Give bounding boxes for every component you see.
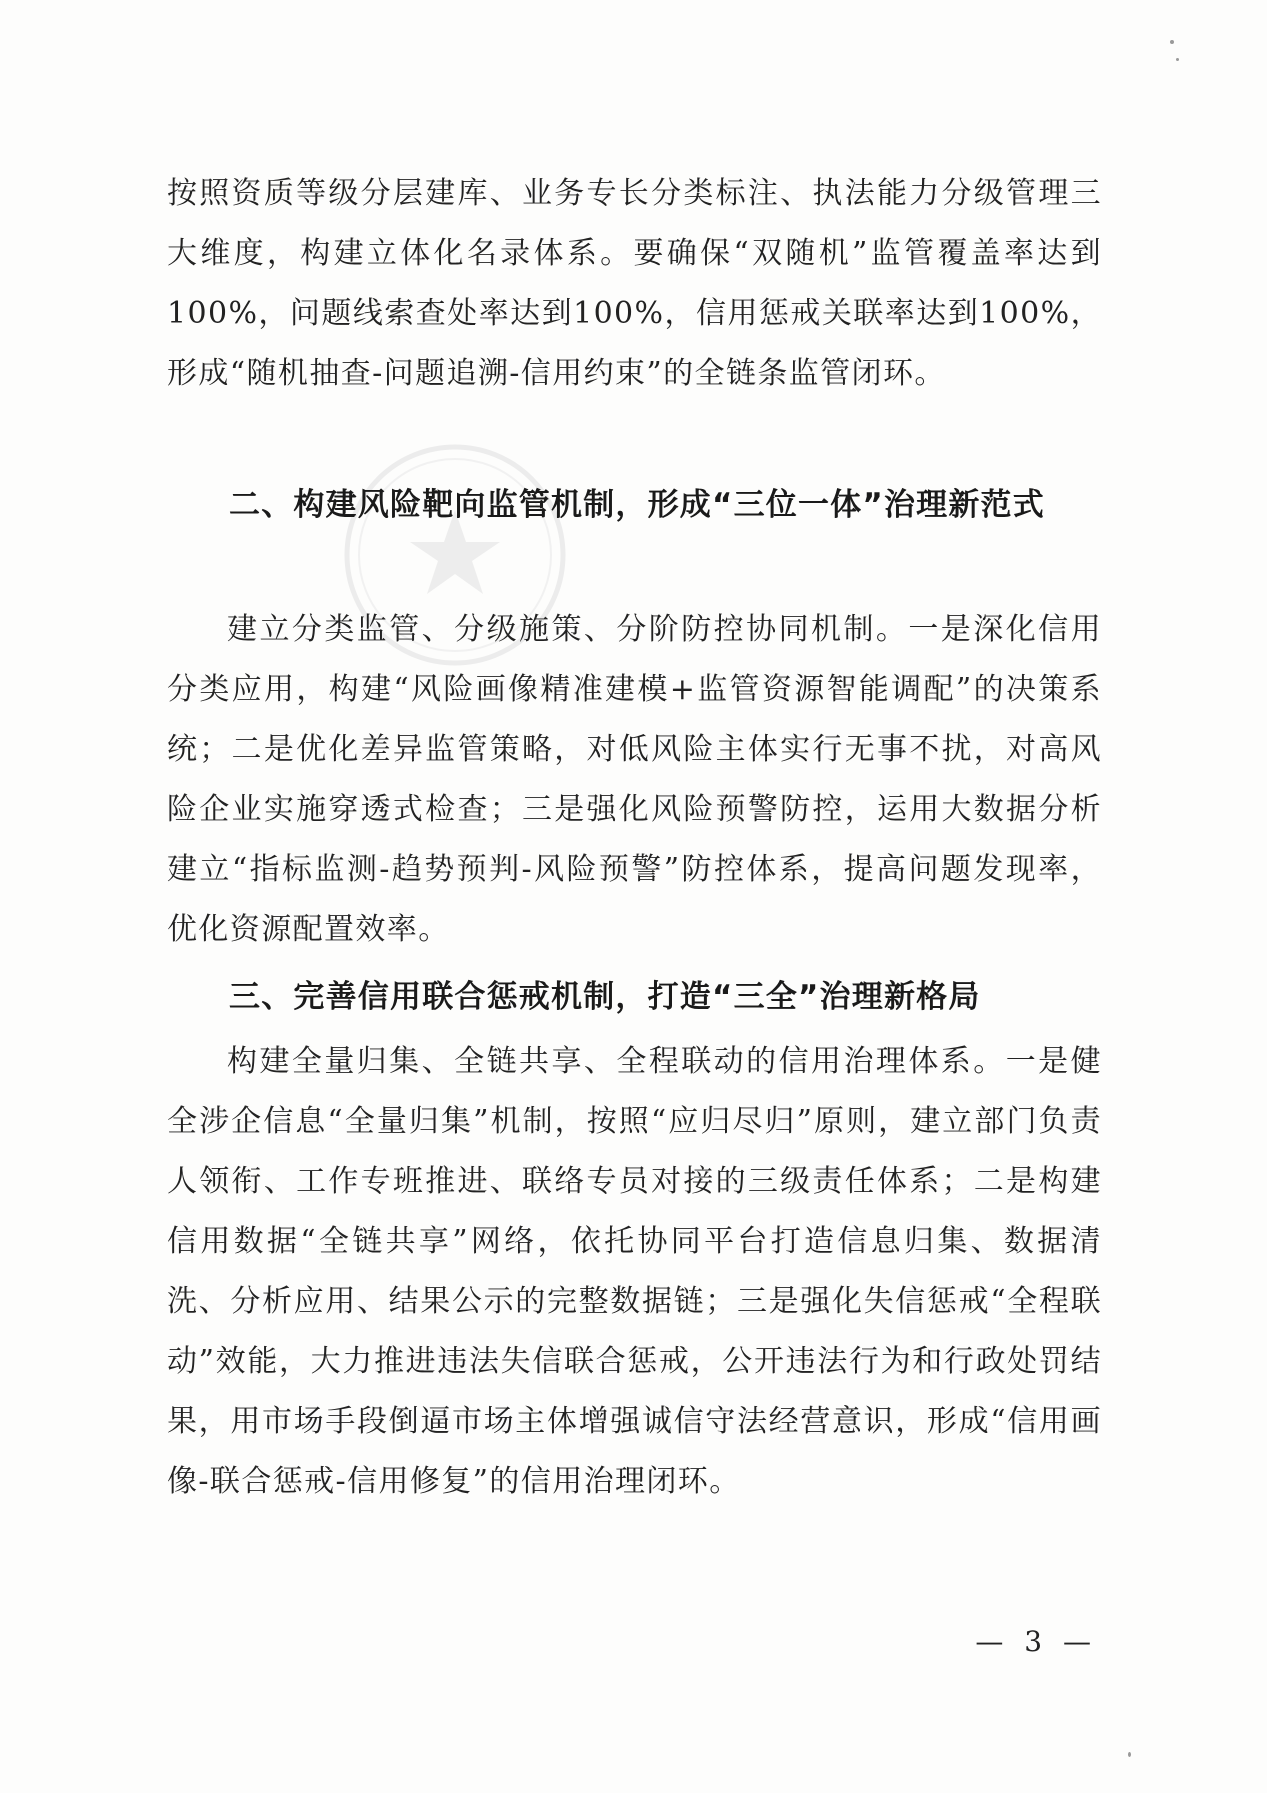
paragraph-2: 建立分类监管、分级施策、分阶防控协同机制。一是深化信用分类应用，构建“风险画像精准建模+监管资源智能调配”的决策系统；二是优化差异监管策略，对低风险主体实行无事不扰，对高风险企业实施穿透式检查；三是强化风险预警防控，运用大数据分析建立“指标监测-趋势预判-风险预警”防控体系，提高问题发现率，优化资源配置效率。 [167,612,1102,947]
paragraph-1: 按照资质等级分层建库、业务专长分类标注、执法能力分级管理三大维度，构建立体化名录体系。要确保“双随机”监管覆盖率达到100%，问题线索查处率达到100%，信用惩戒关联率达到100%，形成“随机抽查-问题追溯-信用约束”的全链条监管闭环。 [167,176,1102,391]
scan-speck [1176,58,1179,61]
paragraph-3: 构建全量归集、全链共享、全程联动的信用治理体系。一是健全涉企信息“全量归集”机制，按照“应归尽归”原则，建立部门负责人领衔、工作专班推进、联络专员对接的三级责任体系；二是构建信用数据“全链共享”网络，依托协同平台打造信息归集、数据清洗、分析应用、结果公示的完整数据链；三是强化失信惩戒“全程联动”效能，大力推进违法失信联合惩戒，公开违法行为和行政处罚结果，用市场手段倒逼市场主体增强诚信守法经营意识，形成“信用画像-联合惩戒-信用修复”的信用治理闭环。 [167,1044,1102,1499]
section-heading-3: 三、完善信用联合惩戒机制，打造“三全”治理新格局 [229,979,981,1015]
scan-speck [1170,40,1174,44]
section-heading-2: 二、构建风险靶向监管机制，形成“三位一体”治理新范式 [229,487,1045,523]
page-number: — 3 — [975,1625,1097,1658]
scan-speck [1128,1752,1131,1757]
